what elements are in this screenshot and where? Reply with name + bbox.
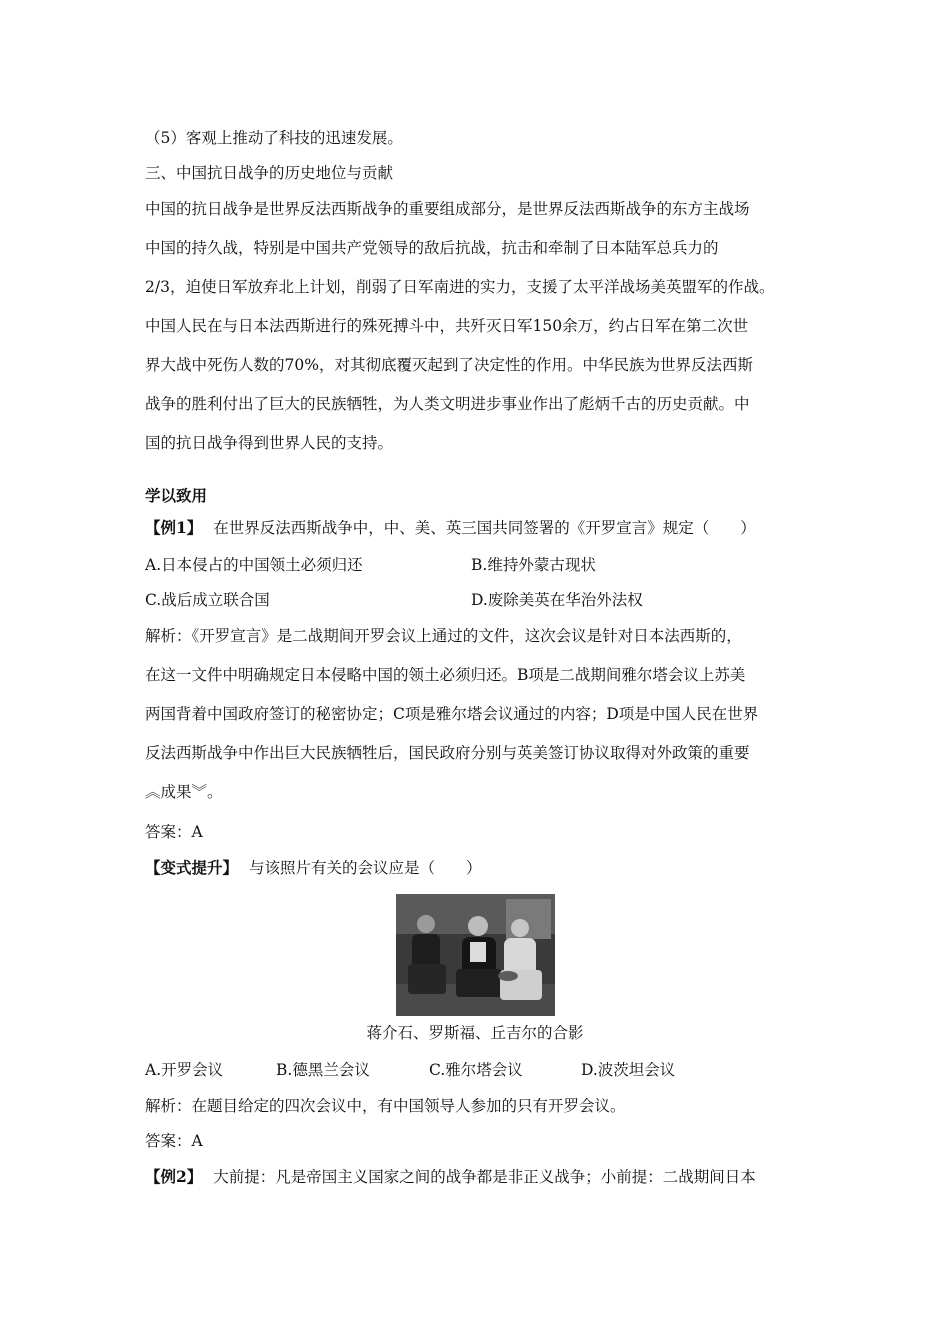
text-line-7: 界大战中死伤人数的70%，对其彻底覆灭起到了决定性的作用。中华民族为世界反法西斯 (145, 356, 753, 374)
text-line-4: 中国的持久战，特别是中国共产党领导的敌后抗战，抗击和牵制了日本陆军总兵力的 (145, 239, 719, 257)
example1-option-d: D.废除美英在华治外法权 (471, 591, 643, 609)
section-heading: 学以致用 (145, 486, 208, 505)
example1-analysis-line-3: 两国背着中国政府签订的秘密协定；C项是雅尔塔会议通过的内容；D项是中国人民在世界 (145, 705, 759, 723)
text-line-8: 战争的胜利付出了巨大的民族牺牲，为人类文明进步事业作出了彪炳千古的历史贡献。中 (145, 395, 750, 413)
variant-question: 与该照片有关的会议应是（ ） (248, 859, 482, 877)
example1-analysis-line-5: ︽成果︾。 (145, 783, 223, 801)
example1-analysis-line-1: 解析：《开罗宣言》是二战期间开罗会议上通过的文件，这次会议是针对日本法西斯的， (145, 627, 742, 645)
variant-option-d: D.波茨坦会议 (581, 1061, 676, 1079)
variant-analysis: 解析：在题目给定的四次会议中，有中国领导人参加的只有开罗会议。 (145, 1097, 626, 1115)
variant-answer: 答案：A (145, 1132, 203, 1150)
variant-option-b: B.德黑兰会议 (276, 1061, 370, 1079)
photo-illustration (396, 894, 555, 1016)
example2-label: 【例2】 (145, 1167, 203, 1186)
example1-analysis-line-2: 在这一文件中明确规定日本侵略中国的领土必须归还。B项是二战期间雅尔塔会议上苏美 (145, 666, 746, 684)
variant-label: 【变式提升】 (145, 858, 239, 877)
historical-photo (396, 894, 555, 1016)
example2-question: 大前提：凡是帝国主义国家之间的战争都是非正义战争；小前提：二战期间日本 (213, 1168, 756, 1186)
example1-question: 在世界反法西斯战争中，中、美、英三国共同签署的《开罗宣言》规定（ ） (213, 519, 756, 537)
text-line-1: （5）客观上推动了科技的迅速发展。 (145, 129, 403, 147)
text-line-3: 中国的抗日战争是世界反法西斯战争的重要组成部分，是世界反法西斯战争的东方主战场 (145, 200, 750, 218)
example2-question-line (145, 1167, 756, 1187)
example1-option-a: A.日本侵占的中国领土必须归还 (145, 556, 363, 574)
text-line-9: 国的抗日战争得到世界人民的支持。 (145, 434, 394, 452)
example1-option-c: C.战后成立联合国 (145, 591, 270, 609)
variant-option-a: A.开罗会议 (145, 1061, 224, 1079)
photo-caption: 蒋介石、罗斯福、丘吉尔的合影 (366, 1024, 584, 1042)
example1-option-b: B.维持外蒙古现状 (471, 556, 596, 574)
text-line-5: 2/3，迫使日军放弃北上计划，削弱了日军南进的实力，支援了太平洋战场美英盟军的作战。 (145, 278, 775, 296)
section-title: 三、中国抗日战争的历史地位与贡献 (145, 164, 394, 182)
example1-answer: 答案：A (145, 823, 203, 841)
variant-question-line (145, 858, 481, 878)
example1-question-line (145, 518, 756, 538)
example1-label: 【例1】 (145, 518, 203, 537)
variant-option-c: C.雅尔塔会议 (429, 1061, 523, 1079)
example1-analysis-line-4: 反法西斯战争中作出巨大民族牺牲后，国民政府分别与英美签订协议取得对外政策的重要 (145, 744, 750, 762)
text-line-6: 中国人民在与日本法西斯进行的殊死搏斗中，共歼灭日军150余万，约占日军在第二次世 (145, 317, 749, 335)
